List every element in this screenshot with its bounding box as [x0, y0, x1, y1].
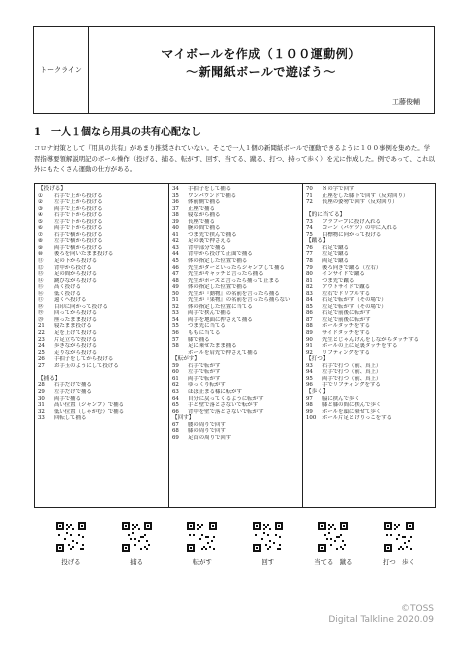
exercise-text: 後ろを向いたまま投げる — [54, 251, 114, 258]
exercise-number: ⑯ — [38, 290, 44, 297]
exercise-number: 91 — [306, 343, 313, 350]
exercise-text: ボールタッチをする — [322, 323, 371, 330]
exercise-number: 64 — [172, 395, 179, 402]
exercise-text: 膝で捕る — [188, 336, 210, 343]
copyright-line-1: ©TOSS — [400, 604, 434, 614]
exercise-number: 98 — [306, 402, 313, 409]
exercise-number: ⑲ — [38, 310, 44, 317]
exercise-text: 足の間から投げる — [54, 271, 98, 278]
qr-label: 打つ 歩く — [382, 558, 415, 566]
exercise-text: 右手で上から投げる — [54, 192, 103, 199]
exercise-text: 座ったまま投げる — [54, 316, 98, 323]
exercise-text: 右手で打つ（前、真上） — [322, 362, 382, 369]
exercise-number: 27 — [38, 362, 45, 369]
exercise-number: 94 — [306, 369, 313, 376]
exercise-text: 左手で転がす — [188, 369, 221, 376]
exercise-text: 後ろ向きで蹴る（左右） — [322, 264, 382, 271]
exercise-number: 50 — [172, 290, 179, 297]
exercise-number: 33 — [38, 415, 45, 422]
exercise-text: アウトサイドで蹴る — [322, 284, 371, 291]
exercise-number: 54 — [172, 316, 179, 323]
exercise-text: 走りながら投げる — [54, 349, 98, 356]
qr-item[interactable] — [243, 522, 293, 566]
exercise-number: 23 — [38, 336, 45, 343]
exercise-text: 高い位置（ジャンプ）で捕る — [54, 402, 125, 409]
exercise-text: ８の字で回す — [322, 186, 355, 192]
exercise-number: 96 — [306, 382, 313, 389]
exercise-text: コーン（バケツ）の中に入れる — [322, 225, 398, 232]
exercise-number: 24 — [38, 343, 45, 350]
exercise-text: 背中部分で捕る — [188, 244, 226, 251]
exercise-number: 93 — [306, 362, 313, 369]
exercise-text: 足に乗せたまま捕る — [188, 343, 237, 350]
exercise-number: ⑳ — [38, 316, 44, 323]
exercise-text: 高く投げる — [54, 284, 81, 291]
exercise-text: 右手だけで捕る — [54, 382, 92, 389]
exercise-text: 手拍子をして捕る — [188, 186, 232, 192]
qr-code-icon[interactable] — [384, 522, 414, 552]
exercise-number: ⑨ — [38, 244, 43, 251]
exercise-number: 58 — [172, 343, 179, 350]
exercise-text: ボール片足とけりっこをする — [322, 415, 392, 422]
exercise-text: 両手で打つ（前、真上） — [322, 375, 382, 382]
qr-item[interactable] — [308, 522, 358, 566]
exercise-text: 背中から投げて正面で捕る — [188, 251, 253, 258]
exercise-number: 22 — [38, 330, 45, 337]
exercise-text: 左足で蹴る — [322, 251, 349, 258]
exercise-item — [306, 415, 432, 422]
exercise-text: ボールの上に足裏タッチをする — [322, 343, 398, 350]
exercise-text: ほぼ止まる様に転がす — [188, 388, 242, 395]
exercise-number: 61 — [172, 375, 179, 382]
exercise-number: ⑪ — [38, 258, 44, 265]
exercise-number: 76 — [306, 244, 313, 251]
exercise-text: 正座で捕る — [188, 205, 215, 212]
exercise-text: 先生がダーといったらジャンプして捕る — [188, 264, 285, 271]
exercise-text: 左右でドリブルする — [322, 290, 371, 297]
qr-label: 転がす — [192, 558, 212, 566]
exercise-text: ワンバウンドで捕る — [188, 192, 237, 199]
qr-label: 当てる 蹴る — [314, 558, 353, 566]
copyright — [328, 604, 434, 626]
exercise-text: 腰の周りで回す — [188, 421, 226, 428]
exercise-number: 69 — [172, 434, 179, 441]
exercise-number: ⑧ — [38, 238, 43, 245]
exercise-number: 90 — [306, 336, 313, 343]
exercise-text: 目印に向かって投げる — [54, 303, 108, 310]
exercise-text: 両手で横から投げる — [54, 244, 103, 251]
exercise-number: 60 — [172, 369, 179, 376]
exercise-number: 47 — [172, 271, 179, 278]
exercise-number: 32 — [38, 408, 45, 415]
exercise-number: 55 — [172, 323, 179, 330]
exercise-number: ⑬ — [38, 271, 44, 278]
exercise-text: 目標物に向かって投げる — [322, 231, 382, 238]
exercise-number: ⑩ — [38, 251, 43, 258]
category-heading: 【蹴る】 — [306, 238, 329, 245]
qr-code-icon[interactable] — [253, 522, 283, 552]
exercise-number: ⑦ — [38, 231, 43, 238]
exercise-text: お手玉のようにして投げる — [54, 362, 119, 369]
exercise-text: 体の指定した位置で捕る — [188, 284, 248, 291]
exercise-number: 44 — [172, 251, 179, 258]
exercise-text: 回ってから投げる — [54, 310, 98, 317]
exercise-text: ボールを肩先で押さえて捕る — [188, 349, 258, 356]
exercise-number: 42 — [172, 238, 179, 245]
exercise-number: 66 — [172, 408, 179, 415]
exercise-number: ⑮ — [38, 284, 44, 291]
exercise-text: 足の裏で押さえる — [188, 238, 232, 245]
exercise-number: 62 — [172, 382, 179, 389]
exercise-number: 48 — [172, 277, 179, 284]
exercise-number: 79 — [306, 264, 313, 271]
exercise-number: 84 — [306, 297, 313, 304]
exercise-number: ① — [38, 192, 43, 199]
exercise-number: 45 — [172, 258, 179, 265]
exercise-text: 手と壁で落とさないで転がす — [188, 402, 259, 409]
qr-label: 捕る — [130, 558, 143, 566]
exercise-number: 30 — [38, 395, 45, 402]
title-line-1: マイボールを作成（１００運動例） — [161, 47, 361, 61]
exercise-text: 先生が『動物』の名前を言ったら捕る — [188, 290, 280, 297]
exercise-text: 背中を壁で落とさないで転がす — [188, 408, 264, 415]
category-heading: 【歩く】 — [306, 388, 329, 395]
exercise-text: 先生とじゃんけんをしながらタッチする — [322, 336, 420, 343]
exercise-number: 57 — [172, 336, 179, 343]
header-box — [33, 26, 435, 114]
exercise-text: 脇に挟んで歩く — [322, 395, 360, 402]
exercise-number: 28 — [38, 382, 45, 389]
exercise-text: 正座をした膝下で回す（反対回り） — [322, 192, 409, 199]
category-heading: 【投げる】 — [38, 186, 66, 192]
exercise-text: 自分に戻ってくるように転がす — [188, 395, 264, 402]
exercise-number: 37 — [172, 205, 179, 212]
exercise-text: 跳びながら投げる — [54, 277, 98, 284]
exercise-text: 左手だけで捕る — [54, 388, 92, 395]
exercise-text: 右手で下から投げる — [54, 212, 103, 219]
exercise-number: 89 — [306, 330, 313, 337]
exercise-text: 足首の周りで回す — [188, 434, 232, 441]
exercise-text: 体の指定した位置に当てる — [188, 303, 253, 310]
exercise-text: 膝と膝の間に挟んで歩く — [322, 402, 382, 409]
exercise-text: 遠くへ投げる — [54, 297, 87, 304]
exercise-number: ④ — [38, 212, 43, 219]
section-title: 1 一人１個なら用具の共有心配なし — [34, 127, 201, 138]
exercise-number: 92 — [306, 349, 313, 356]
exercise-text: 片足立ちで投げる — [54, 336, 98, 343]
exercise-number: 86 — [306, 310, 313, 317]
category-heading: 【捕る】 — [38, 375, 61, 382]
qr-item[interactable] — [177, 522, 227, 566]
exercise-number: 41 — [172, 231, 179, 238]
exercise-number: 51 — [172, 297, 179, 304]
exercise-number: 73 — [306, 218, 313, 225]
exercise-number: ⑫ — [38, 264, 44, 271]
exercise-column-3 — [303, 184, 435, 507]
exercise-number: 43 — [172, 244, 179, 251]
exercise-text: リフティングをする — [322, 349, 370, 356]
exercise-number: 88 — [306, 323, 313, 330]
category-heading: 【回す】 — [172, 415, 195, 422]
qr-item[interactable] — [374, 522, 424, 566]
exercise-text: 右手で転がす — [188, 362, 221, 369]
exercise-text: 先生が『果物』の名前を言ったら捕らない — [188, 297, 291, 304]
exercise-text: ももに当てる — [188, 330, 221, 337]
exercise-text: 両手で捕る — [54, 395, 81, 402]
exercise-text: 左足で前後に転がす — [322, 316, 371, 323]
exercise-number: 97 — [306, 395, 313, 402]
exercise-number: 34 — [172, 186, 179, 192]
exercise-number: 52 — [172, 303, 179, 310]
exercise-number: ⑭ — [38, 277, 44, 284]
category-heading: 【転がす】 — [172, 356, 200, 363]
qr-label: 投げる — [61, 558, 81, 566]
exercise-number: 53 — [172, 310, 179, 317]
exercise-number: 49 — [172, 284, 179, 291]
qr-item[interactable] — [112, 522, 162, 566]
exercise-text: 回転して捕る — [54, 415, 87, 422]
exercise-text: 歩きながら投げる — [54, 343, 98, 350]
exercise-number: 59 — [172, 362, 179, 369]
exercise-text: 左手で下から投げる — [54, 218, 103, 225]
exercise-number: ⑥ — [38, 225, 43, 232]
exercise-text: サイドタッチをする — [322, 330, 371, 337]
exercise-number: 71 — [306, 192, 313, 199]
exercise-number: 29 — [38, 388, 45, 395]
header-label: トークライン — [34, 27, 89, 113]
exercise-number: ⑰ — [38, 297, 44, 304]
exercise-number: 85 — [306, 303, 313, 310]
exercise-text: つま先で挟んで捕る — [188, 231, 237, 238]
exercise-text: ゆっくり転がす — [188, 382, 226, 389]
exercise-number: 80 — [306, 271, 313, 278]
exercise-text: 右手で横から投げる — [54, 231, 103, 238]
exercise-number: 87 — [306, 316, 313, 323]
title-line-2: ～新聞紙ボールで遊ぼう～ — [186, 65, 336, 79]
exercise-item — [38, 415, 165, 422]
exercise-text: 両足で蹴る — [322, 258, 349, 265]
exercise-text: 両手で上から投げる — [54, 205, 103, 212]
exercise-column-1 — [35, 184, 169, 507]
exercise-table — [34, 183, 436, 508]
exercise-text: 低く投げる — [54, 290, 81, 297]
exercise-text: 寝たまま投げる — [54, 323, 92, 330]
exercise-column-2 — [169, 184, 303, 507]
exercise-text: ボールを頭に乗せて歩く — [322, 408, 382, 415]
exercise-text: 低い位置（しゃがむ）で捕る — [54, 408, 125, 415]
exercise-number: 21 — [38, 323, 45, 330]
exercise-text: つま先で蹴る — [322, 277, 355, 284]
exercise-number: 65 — [172, 402, 179, 409]
exercise-text: 左足で転がす（その場で） — [322, 303, 387, 310]
exercise-number: 100 — [306, 415, 317, 422]
exercise-number: ⑱ — [38, 303, 44, 310]
exercise-text: 先生がポーズと言ったら捕って止まる — [188, 277, 280, 284]
exercise-number: 26 — [38, 356, 45, 363]
exercise-number: 35 — [172, 192, 179, 199]
exercise-number: 38 — [172, 212, 179, 219]
qr-label: 回す — [261, 558, 275, 566]
exercise-text: 足を上げて投げる — [54, 330, 98, 337]
exercise-text: 右足で転がす（その場で） — [322, 297, 387, 304]
exercise-number: 99 — [306, 408, 313, 415]
exercise-text: フラフープに投げ入れる — [322, 218, 381, 225]
exercise-text: 両手で転がす — [188, 375, 221, 382]
exercise-number: 77 — [306, 251, 313, 258]
exercise-number: 78 — [306, 258, 313, 265]
exercise-number: 75 — [306, 231, 313, 238]
exercise-number: 36 — [172, 199, 179, 206]
exercise-number: 72 — [306, 199, 313, 206]
intro-paragraph: コロナ対策として『用具の共有』があまり推奨されていない。そこで一人１個の新聞紙ボールで運動できるように１００事例を集めた。学習指導要領解説明記のボール操作（投げる、捕る、転がす、回す、当てる、蹴る、打つ、持って歩く）を元に作成した。例であって、これ以外にもたくさん運動の仕方がある。 — [34, 144, 436, 173]
exercise-text: 腕の間で捕る — [188, 225, 221, 232]
exercise-text: 膝の周りで回す — [188, 428, 226, 435]
exercise-text: 寝ながら捕る — [188, 212, 221, 219]
exercise-number: 70 — [306, 186, 313, 192]
qr-code-row — [34, 522, 436, 566]
exercise-text: 長座で捕る — [188, 218, 215, 225]
exercise-text: 両手で挟んで捕る — [188, 310, 232, 317]
exercise-text: 左手で打つ（前、真上） — [322, 369, 382, 376]
exercise-text: 背中から投げる — [54, 264, 92, 271]
exercise-number: 67 — [172, 421, 179, 428]
exercise-text: つま先に当てる — [188, 323, 226, 330]
exercise-text: 右足で蹴る — [322, 244, 349, 251]
exercise-number: ⑤ — [38, 218, 43, 225]
exercise-number: ③ — [38, 205, 43, 212]
category-heading: 【的に当てる】 — [306, 212, 346, 219]
qr-code-icon[interactable] — [56, 522, 86, 552]
author: 工藤俊輔 — [392, 98, 420, 106]
exercise-number: 39 — [172, 218, 179, 225]
exercise-number: 95 — [306, 375, 313, 382]
qr-item[interactable] — [46, 522, 96, 566]
exercise-text: 手拍子をしてから投げる — [54, 356, 114, 363]
exercise-number: 25 — [38, 349, 45, 356]
exercise-number: 68 — [172, 428, 179, 435]
exercise-text: 体の指定した位置で捕る — [188, 258, 248, 265]
qr-code-icon[interactable] — [318, 522, 348, 552]
exercise-text: 足の下から投げる — [54, 258, 98, 265]
exercise-number: 81 — [306, 277, 313, 284]
exercise-text: 両手を地面に押さえて捕る — [188, 316, 253, 323]
exercise-text: 両手で下から投げる — [54, 225, 103, 232]
exercise-number: 56 — [172, 330, 179, 337]
category-heading: 【打つ】 — [306, 356, 329, 363]
exercise-text: 体前側で捕る — [188, 199, 221, 206]
exercise-number: 46 — [172, 264, 179, 271]
exercise-text: 右足で前後に転がす — [322, 310, 371, 317]
exercise-text: 左手で上から投げる — [54, 199, 103, 206]
exercise-number: 40 — [172, 225, 179, 232]
exercise-number: 82 — [306, 284, 313, 291]
copyright-line-2: Digital Talkline 2020.09 — [328, 615, 434, 625]
qr-code-icon[interactable] — [187, 522, 217, 552]
qr-code-icon[interactable] — [122, 522, 152, 552]
exercise-item — [172, 435, 299, 442]
exercise-text: 長座の姿勢で回す（反対回り） — [322, 199, 398, 206]
exercise-text: 左手で横から投げる — [54, 238, 103, 245]
exercise-number: 74 — [306, 225, 313, 232]
exercise-number: 63 — [172, 388, 179, 395]
exercise-number: 83 — [306, 290, 313, 297]
exercise-text: 手でリフティングをする — [322, 382, 381, 389]
exercise-text: インサイドで蹴る — [322, 271, 365, 278]
exercise-text: 先生がキャッチと言ったら捕る — [188, 271, 264, 278]
exercise-number: 31 — [38, 402, 45, 409]
exercise-number: ② — [38, 199, 43, 206]
